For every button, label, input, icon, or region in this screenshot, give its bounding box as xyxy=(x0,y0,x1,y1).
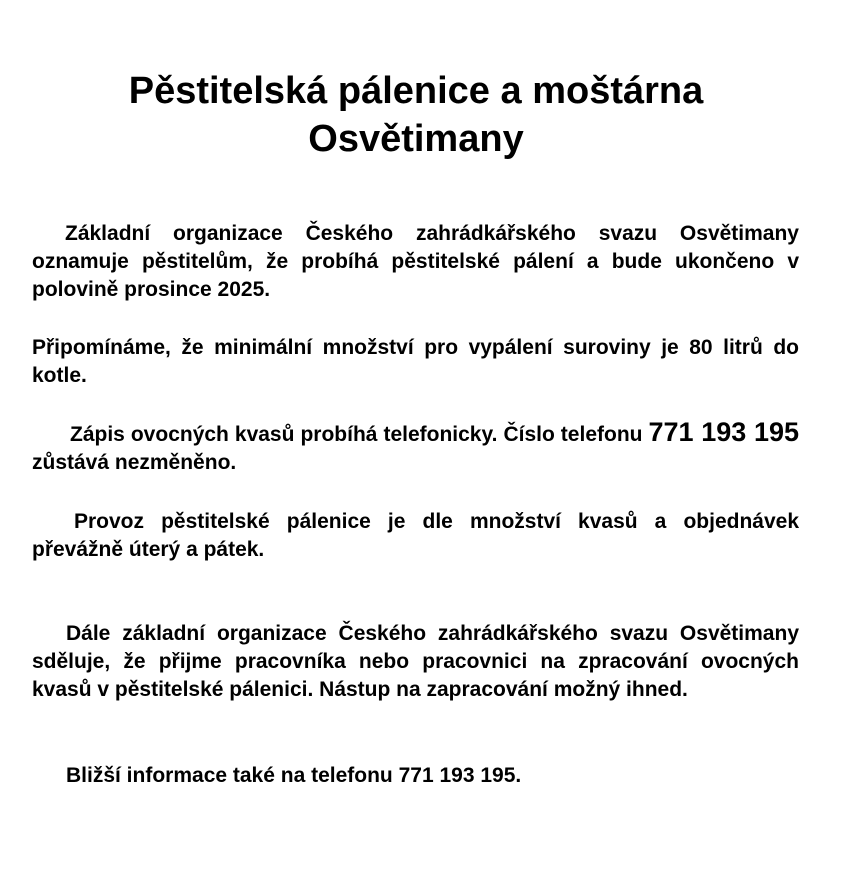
title-line-1: Pěstitelská pálenice a moštárna xyxy=(128,70,704,112)
registration-text-before: Zápis ovocných kvasů probíhá telefonicky. Číslo telefonu xyxy=(70,423,649,446)
title-line-2: Osvětimany xyxy=(308,118,524,160)
registration-paragraph xyxy=(32,418,799,477)
phone-number: 771 193 195 xyxy=(648,417,799,447)
contact-paragraph: Bližší informace také na telefonu 771 193 195. xyxy=(66,764,522,787)
announcement-paragraph: Základní organizace Českého zahrádkářského svazu Osvětimany oznamuje pěstitelům, že probíhá pěstitelské pálení a bude ukončeno v polovině prosince 2025. xyxy=(32,222,799,301)
operation-paragraph: Provoz pěstitelské pálenice je dle množství kvasů a objednávek převážně úterý a pátek. xyxy=(32,510,799,561)
registration-text-after: zůstává nezměněno. xyxy=(32,451,237,474)
page-title xyxy=(0,67,832,163)
job-offer-paragraph: Dále základní organizace Českého zahrádkářského svazu Osvětimany sděluje, že přijme pracovníka nebo pracovnici na zpracování ovocných kvasů v pěstitelské pálenici. Nástup na zapracování možný ihned. xyxy=(32,622,799,701)
minimum-quantity-paragraph: Připomínáme, že minimální množství pro vypálení suroviny je 80 litrů do kotle. xyxy=(32,336,799,387)
